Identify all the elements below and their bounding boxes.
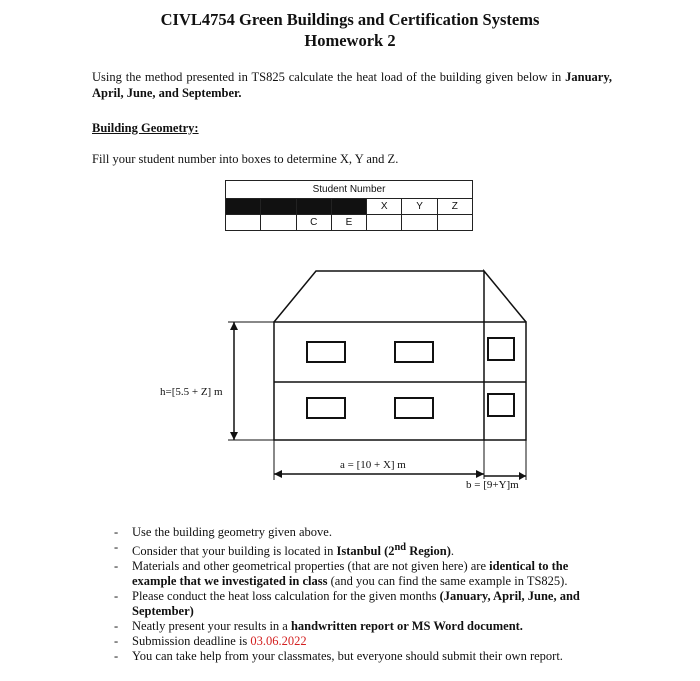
digit-box-c[interactable]: C xyxy=(296,215,331,231)
arrow-down xyxy=(230,432,238,440)
box-z-label[interactable]: Z xyxy=(437,199,472,215)
list-item xyxy=(112,619,612,634)
front-facade xyxy=(274,322,484,440)
intro-paragraph xyxy=(92,69,612,101)
fill-instruction: Fill your student number into boxes to determine X, Y and Z. xyxy=(92,152,399,166)
list-item xyxy=(112,649,612,664)
student-number-header: Student Number xyxy=(226,181,473,199)
height-label: h=[5.5 + Z] m xyxy=(160,386,223,398)
digit-box[interactable] xyxy=(402,215,437,231)
number-box[interactable] xyxy=(331,199,366,215)
list-item xyxy=(112,525,612,540)
bullet-text: Neatly present your results in a xyxy=(132,619,291,634)
student-number-table xyxy=(225,180,473,231)
roof-front xyxy=(274,271,484,322)
intro-months: January, April, June, and September. xyxy=(92,70,613,100)
bullet-text: Consider that your building is located in xyxy=(132,544,337,559)
bullet-bold: Istanbul (2 xyxy=(336,544,395,559)
digit-box[interactable] xyxy=(367,215,402,231)
side-window xyxy=(488,394,514,416)
window xyxy=(307,342,345,362)
bullet-bold: (January, April, June, and September) xyxy=(132,589,580,619)
window xyxy=(395,342,433,362)
requirements-list xyxy=(112,525,612,664)
arrow-up xyxy=(230,322,238,330)
bullet-bold: handwritten report or MS Word document. xyxy=(290,619,523,634)
building-drawing xyxy=(150,262,570,507)
box-x-label[interactable]: X xyxy=(367,199,402,215)
window xyxy=(307,398,345,418)
box-y-label[interactable]: Y xyxy=(402,199,437,215)
arrow-width xyxy=(519,472,526,480)
digit-box[interactable] xyxy=(437,215,472,231)
bullet-text: Please conduct the heat loss calculation for the given months xyxy=(132,589,440,604)
bullet-text: Materials and other geometrical properties (that are not given here) are xyxy=(132,559,490,574)
list-item xyxy=(112,634,612,649)
window xyxy=(395,398,433,418)
list-item xyxy=(112,559,612,589)
bullet-text: You can take help from your classmates, but everyone should submit their own report. xyxy=(132,649,563,664)
length-label: a = [10 + X] m xyxy=(340,459,406,471)
digit-box-e[interactable]: E xyxy=(331,215,366,231)
list-item xyxy=(112,540,612,559)
bullet-text: . xyxy=(450,544,455,559)
arrow-left xyxy=(274,470,282,478)
bullet-text: Use the building geometry given above. xyxy=(132,525,332,539)
assignment-title: Homework 2 xyxy=(304,31,396,50)
number-box[interactable] xyxy=(296,199,331,215)
bullet-bold: identical to the example that we investigated in class xyxy=(132,559,569,589)
arrow-right xyxy=(476,470,484,478)
course-title: CIVL4754 Green Buildings and Certification Systems xyxy=(160,10,540,29)
side-facade xyxy=(484,322,526,440)
deadline-date: 03.06.2022 xyxy=(250,634,307,649)
side-window xyxy=(488,338,514,360)
digit-box[interactable] xyxy=(226,215,261,231)
bullet-text: Submission deadline is xyxy=(132,634,251,649)
digit-box[interactable] xyxy=(261,215,296,231)
section-heading: Building Geometry: xyxy=(92,121,199,135)
number-box[interactable] xyxy=(261,199,296,215)
list-item xyxy=(112,589,612,619)
intro-text: Using the method presented in TS825 calculate the heat load of the building given below in xyxy=(92,70,562,84)
number-box[interactable] xyxy=(226,199,261,215)
bullet-text: (and you can find the same example in TS825). xyxy=(327,574,568,589)
bullet-sup: nd xyxy=(394,542,407,553)
bullet-bold: Region) xyxy=(406,544,451,559)
width-label: b = [9+Y]m xyxy=(466,479,519,491)
roof-gable xyxy=(484,271,526,322)
